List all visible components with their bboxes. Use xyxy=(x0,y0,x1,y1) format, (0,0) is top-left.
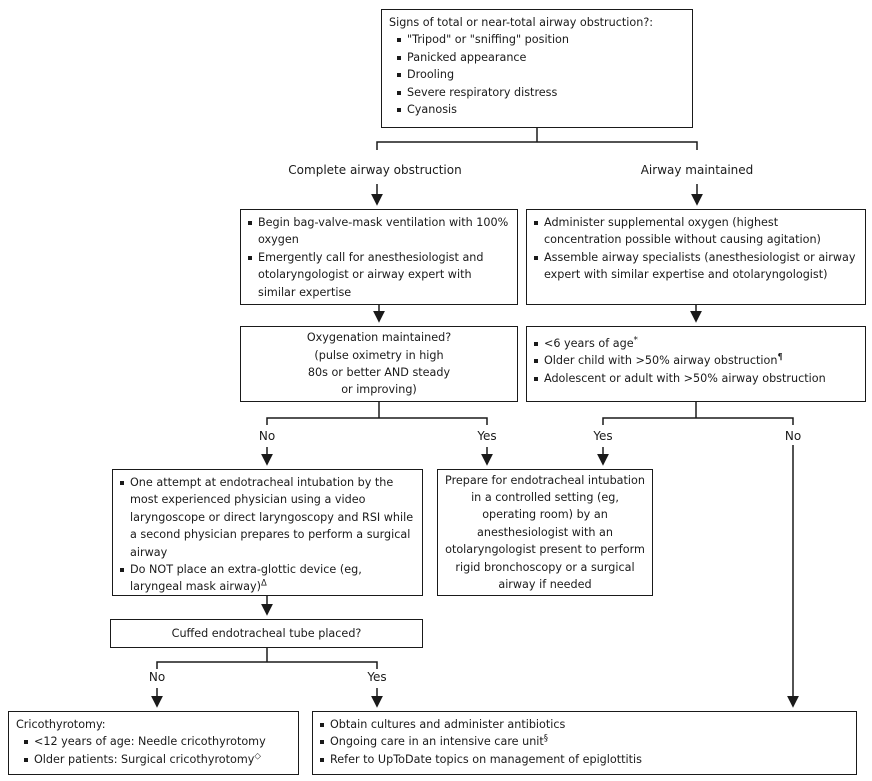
list-item xyxy=(534,352,858,369)
bullet-square-icon xyxy=(397,91,401,95)
list-item-text: Drooling xyxy=(407,68,455,82)
list-item-text: "Tripod" or "sniffing" position xyxy=(407,33,569,47)
connector-age-split xyxy=(603,418,793,425)
list-item xyxy=(24,733,291,750)
box-age-criteria xyxy=(526,326,866,402)
list-item-text: One attempt at endotracheal intubation by the most experienced physician using a video laryngoscope or direct laryngoscopy and RSI while a second physician prepares to perform a surgical airway xyxy=(130,476,414,559)
list-item xyxy=(320,733,849,750)
footnote-diamond: ◇ xyxy=(254,751,261,762)
list-item-text: Older child with >50% airway obstruction¶ xyxy=(544,352,783,368)
box-cricothyrotomy-title: Cricothyrotomy: xyxy=(16,718,106,731)
list-item-text: Do NOT place an extra-glottic device (eg, laryngeal mask airway)$^\Delta$ xyxy=(130,563,362,594)
bullet-square-icon xyxy=(24,758,28,762)
footnote-asterisk: * xyxy=(633,335,638,346)
bullet-square-icon xyxy=(534,377,538,381)
bullet-square-icon xyxy=(320,740,324,744)
branch-label-complete-obstruction: Complete airway obstruction xyxy=(288,163,462,177)
box-oxygenation-line: 80s or better AND steady xyxy=(307,366,451,379)
box-ongoing-care xyxy=(312,711,857,775)
bullet-square-icon xyxy=(534,342,538,346)
footnote-section: § xyxy=(543,733,549,744)
list-item-text: Severe respiratory distress xyxy=(407,85,558,99)
list-item xyxy=(397,101,685,118)
list-item xyxy=(397,84,685,101)
bullet-square-icon xyxy=(534,221,538,225)
list-item-text: Adolescent or adult with >50% airway obstruction xyxy=(544,371,826,385)
list-item xyxy=(320,751,849,768)
list-item xyxy=(534,335,858,352)
box-controlled-intubation-text: Prepare for endotracheal intubation in a controlled setting (eg, operating room) by an anesthesiologist with an otolaryngologist present to perform rigid bronchoscopy or a surgical airway if needed xyxy=(445,473,645,592)
list-item xyxy=(120,474,415,561)
bullet-square-icon xyxy=(534,359,538,363)
box-oxygenation-line: Oxygenation maintained? xyxy=(306,331,452,345)
list-item-text: Emergently call for anesthesiologist and otolaryngologist or airway expert with similar expertise xyxy=(258,250,484,299)
list-item-text: Begin bag-valve-mask ventilation with 100% oxygen xyxy=(258,216,509,247)
box-intubation-attempt xyxy=(112,469,423,596)
bullet-square-icon xyxy=(534,256,538,260)
bullet-square-icon xyxy=(397,38,401,42)
box-signs-title: Signs of total or near-total airway obstruction?: xyxy=(389,16,654,29)
label-oxymaint-no: No xyxy=(258,429,276,443)
list-item-text: Older patients: Surgical cricothyrotomy◇ xyxy=(34,751,261,766)
label-oxymaint-yes: Yes xyxy=(477,429,497,443)
bullet-square-icon xyxy=(397,56,401,60)
bullet-square-icon xyxy=(120,481,124,485)
connector-cuffed-split xyxy=(157,662,377,669)
box-cricothyrotomy xyxy=(8,711,299,775)
list-item-text: Obtain cultures and administer antibiotics xyxy=(330,718,566,731)
bullet-square-icon xyxy=(248,221,252,225)
list-item-text: <12 years of age: Needle cricothyrotomy xyxy=(34,735,266,749)
list-item xyxy=(397,66,685,83)
box-oxygenation-maintained xyxy=(240,326,518,402)
list-item-text: Cyanosis xyxy=(407,103,457,117)
box-oxygenation-line: or improving) xyxy=(341,383,417,397)
label-age-yes: Yes xyxy=(593,429,613,443)
list-item-text: Ongoing care in an intensive care unit§ xyxy=(330,733,549,749)
list-item xyxy=(397,31,685,48)
list-item xyxy=(534,249,858,284)
list-item xyxy=(120,561,415,596)
bullet-square-icon xyxy=(397,108,401,112)
box-controlled-intubation xyxy=(437,469,653,596)
list-item-text: Administer supplemental oxygen (highest concentration possible without causing agitation) xyxy=(544,216,821,247)
bullet-square-icon xyxy=(120,568,124,572)
bullet-square-icon xyxy=(24,740,28,744)
bullet-square-icon xyxy=(397,73,401,77)
list-item-text: <6 years of age* xyxy=(544,335,638,350)
bullet-square-icon xyxy=(248,256,252,260)
box-signs xyxy=(381,9,693,128)
list-item xyxy=(534,370,858,387)
box-supplemental-oxygen xyxy=(526,209,866,305)
connector-top-split xyxy=(377,142,697,150)
label-cuffed-yes: Yes xyxy=(367,670,387,684)
box-cuffed-tube-text: Cuffed endotracheal tube placed? xyxy=(171,626,362,640)
list-item-text: Panicked appearance xyxy=(407,50,527,64)
list-item-text: Assemble airway specialists (anesthesiologist or airway expert with similar expertise and otolaryngologist) xyxy=(544,250,856,282)
bullet-square-icon xyxy=(320,758,324,762)
label-age-no: No xyxy=(784,429,802,443)
list-item xyxy=(24,751,291,768)
box-cuffed-tube xyxy=(110,619,423,648)
list-item xyxy=(397,49,685,66)
branch-label-airway-maintained: Airway maintained xyxy=(640,163,754,177)
box-bag-valve-mask xyxy=(240,209,518,305)
list-item xyxy=(534,214,858,249)
footnote-pilcrow: ¶ xyxy=(777,352,783,363)
label-cuffed-no: No xyxy=(148,670,166,684)
footnote-delta: Δ xyxy=(260,578,267,589)
connector-oxymaint-split xyxy=(267,418,487,425)
box-oxygenation-line: (pulse oximetry in high xyxy=(314,348,444,362)
list-item xyxy=(320,716,849,733)
list-item xyxy=(248,214,510,249)
list-item-text: Refer to UpToDate topics on management of epiglottitis xyxy=(330,752,642,766)
list-item xyxy=(248,249,510,301)
bullet-square-icon xyxy=(320,723,324,727)
